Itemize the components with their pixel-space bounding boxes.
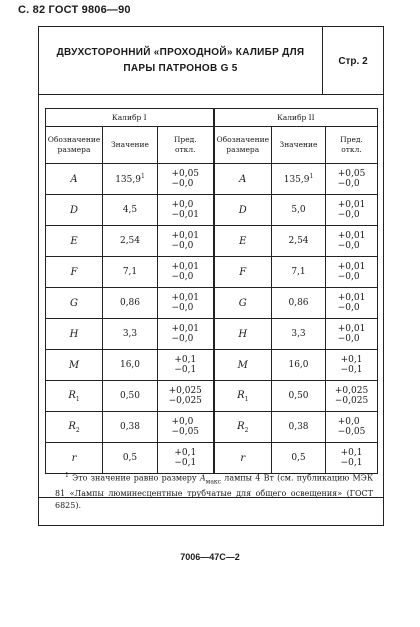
value-cell [272,350,326,381]
tolerance-upper: +0,05 [337,169,366,179]
tolerance-upper: +0,025 [334,386,369,396]
table-row [46,195,378,226]
tolerance-lower: −0,05 [337,427,366,437]
tolerance-cell [158,350,214,381]
tolerance-lower: −0,1 [174,458,197,468]
value-cell [103,350,158,381]
designation-symbol: G [238,297,247,309]
col-header-tolerance-line2: откл. [175,145,196,154]
col-header-designation: Обозначение размера [214,127,272,164]
tolerance-upper: +0,01 [337,324,366,334]
gauge-table [45,108,378,474]
tolerance-cell [158,412,214,443]
designation-symbol: D [238,204,247,216]
value-cell [272,195,326,226]
value-cell [272,288,326,319]
tolerance-upper: +0,1 [174,448,197,458]
tolerance-cell [158,226,214,257]
value-cell [103,164,158,195]
footnote-text-before: Это значение равно размеру [68,473,200,483]
value-cell [272,381,326,412]
table-row [46,226,378,257]
designation-symbol: E [239,235,247,247]
tolerance-lower: −0,0 [171,303,194,313]
tolerance-cell [326,288,378,319]
tolerance-lower: −0,025 [334,396,369,406]
footnote-mark: 1 [65,472,69,479]
tolerance-lower: −0,0 [337,334,360,344]
tolerance-cell [326,412,378,443]
value-text: 0,5 [122,453,138,463]
tolerance-upper: +0,01 [171,231,200,241]
value-cell [103,226,158,257]
tolerance-lower: −0,0 [337,241,360,251]
tolerance-lower: −0,0 [337,179,360,189]
designation-cell [46,381,103,412]
footnote-variable: A [199,473,206,483]
col-header-tolerance-line1: Пред. [173,135,197,144]
tolerance-lower: −0,0 [171,272,194,282]
title-line-1: ДВУХСТОРОННИЙ «ПРОХОДНОЙ» КАЛИБР ДЛЯ [56,47,305,58]
designation-cell [46,412,103,443]
designation-symbol: R [68,389,76,401]
value-cell [103,195,158,226]
page-label: Стр. 2 [338,55,368,67]
value-cell [103,319,158,350]
designation-cell [214,164,272,195]
designation-cell [46,288,103,319]
tolerance-cell [326,164,378,195]
table-row [46,381,378,412]
designation-symbol: R [68,420,76,432]
designation-subscript: 2 [244,426,249,434]
designation-symbol: M [68,359,80,371]
col-header-value: Значение [272,127,326,164]
designation-cell [46,350,103,381]
value-text: 0,38 [119,422,141,432]
designation-symbol: R [237,389,245,401]
tolerance-upper: +0,0 [171,200,194,210]
value-text: 2,54 [119,236,141,246]
footnote-variable-subscript: макс [205,478,222,486]
value-text: 0,86 [288,298,309,308]
tolerance-upper: +0,05 [171,169,200,179]
designation-cell [214,381,272,412]
tolerance-upper: +0,0 [337,417,360,427]
value-cell [103,381,158,412]
value-cell [103,288,158,319]
value-cell [272,412,326,443]
designation-cell [46,226,103,257]
table-row [46,288,378,319]
table-row [46,443,378,474]
footnote-text-after: лампы 4 Вт (см. публикацию МЭК 81 «Лампы люминесцентные трубчатые для общего освещения» (ГОСТ 6825). [55,473,374,511]
value-text: 0,5 [291,453,306,463]
value-cell [103,257,158,288]
value-text: 5,0 [291,205,306,215]
designation-subscript: 2 [75,426,80,434]
tolerance-cell [158,381,214,412]
title-line-2: ПАРЫ ПАТРОНОВ G 5 [123,63,238,74]
designation-symbol: F [70,266,78,278]
designation-symbol: r [71,452,77,464]
value-footnote-mark: 1 [309,173,314,180]
col-header-tolerance [158,127,214,164]
designation-cell [214,412,272,443]
tolerance-upper: +0,01 [337,200,366,210]
tolerance-upper: +0,1 [340,448,363,458]
tolerance-cell [158,288,214,319]
table-row [46,319,378,350]
designation-cell [214,226,272,257]
tolerance-cell [326,257,378,288]
group-caliber-2: Калибр II [214,109,378,127]
designation-cell [46,257,103,288]
designation-cell [214,288,272,319]
tolerance-cell [158,319,214,350]
designation-subscript: 1 [75,395,80,403]
tolerance-upper: +0,01 [337,231,366,241]
tolerance-lower: −0,1 [340,458,363,468]
tolerance-upper: +0,0 [171,417,194,427]
designation-symbol: H [69,328,79,340]
designation-symbol: M [237,359,248,371]
value-text: 3,3 [291,329,306,339]
designation-cell [214,257,272,288]
col-header-designation: Обозначение размера [46,127,103,164]
designation-cell [214,195,272,226]
tolerance-lower: −0,0 [337,210,360,220]
designation-subscript: 1 [244,395,249,403]
tolerance-lower: −0,025 [168,396,202,406]
footnote [55,470,373,512]
col-header-tolerance-line2: откл. [341,145,362,154]
value-footnote-mark: 1 [140,173,145,180]
value-text: 0,86 [119,298,141,308]
tolerance-upper: +0,01 [337,262,366,272]
group-caliber-1: Калибр I [46,109,214,127]
tolerance-cell [326,381,378,412]
footer-rule [39,497,383,498]
tolerance-upper: +0,01 [171,262,200,272]
tolerance-lower: −0,0 [171,179,194,189]
designation-symbol: F [239,266,247,278]
value-text: 16,0 [288,360,309,370]
tolerance-cell [158,257,214,288]
value-cell [272,226,326,257]
tolerance-upper: +0,025 [168,386,202,396]
tolerance-lower: −0,1 [174,365,197,375]
col-header-value: Значение [103,127,158,164]
value-text: 16,0 [119,360,141,370]
designation-symbol: A [70,173,78,185]
tolerance-upper: +0,01 [337,293,366,303]
tolerance-cell [326,443,378,474]
value-text: 3,3 [122,329,138,339]
designation-symbol: E [70,235,78,247]
value-text: 0,50 [119,391,141,401]
designation-cell [46,195,103,226]
designation-cell [214,319,272,350]
table-row [46,412,378,443]
designation-symbol: R [237,420,245,432]
tolerance-lower: −0,0 [171,334,194,344]
value-text: 4,5 [122,205,138,215]
page-header: С. 82 ГОСТ 9806—90 [18,4,131,16]
col-header-tolerance [326,127,378,164]
value-text: 0,50 [288,391,309,401]
tolerance-lower: −0,05 [171,427,200,437]
tolerance-cell [326,350,378,381]
designation-cell [214,443,272,474]
value-cell [272,443,326,474]
document-frame [38,26,384,526]
tolerance-lower: −0,0 [337,303,360,313]
designation-symbol: G [70,297,78,309]
designation-cell [214,350,272,381]
title-row [39,27,383,95]
value-cell [272,257,326,288]
table-row [46,350,378,381]
designation-symbol: D [69,204,79,216]
designation-cell [46,443,103,474]
document-title [39,27,323,95]
tolerance-lower: −0,01 [171,210,200,220]
tolerance-lower: −0,1 [340,365,363,375]
tolerance-upper: +0,1 [340,355,363,365]
designation-symbol: r [240,452,246,464]
value-cell [103,412,158,443]
value-cell [272,164,326,195]
value-text: 135,9 [283,175,310,185]
value-text: 0,38 [288,422,309,432]
tolerance-cell [158,164,214,195]
value-cell [272,319,326,350]
tolerance-upper: +0,01 [171,293,200,303]
designation-symbol: A [239,173,247,185]
page-code: 7006—47С—2 [180,552,240,562]
value-text: 2,54 [288,236,309,246]
table-row [46,164,378,195]
value-text: 7,1 [122,267,138,277]
tolerance-upper: +0,1 [174,355,197,365]
tolerance-cell [326,195,378,226]
tolerance-cell [326,226,378,257]
value-text: 7,1 [291,267,306,277]
table-row [46,257,378,288]
tolerance-upper: +0,01 [171,324,200,334]
designation-cell [46,319,103,350]
tolerance-cell [158,443,214,474]
value-cell [103,443,158,474]
tolerance-cell [326,319,378,350]
designation-symbol: H [238,328,248,340]
tolerance-lower: −0,0 [171,241,194,251]
tolerance-cell [158,195,214,226]
value-text: 135,9 [115,175,141,185]
designation-cell [46,164,103,195]
tolerance-lower: −0,0 [337,272,360,282]
col-header-tolerance-line1: Пред. [340,135,363,144]
